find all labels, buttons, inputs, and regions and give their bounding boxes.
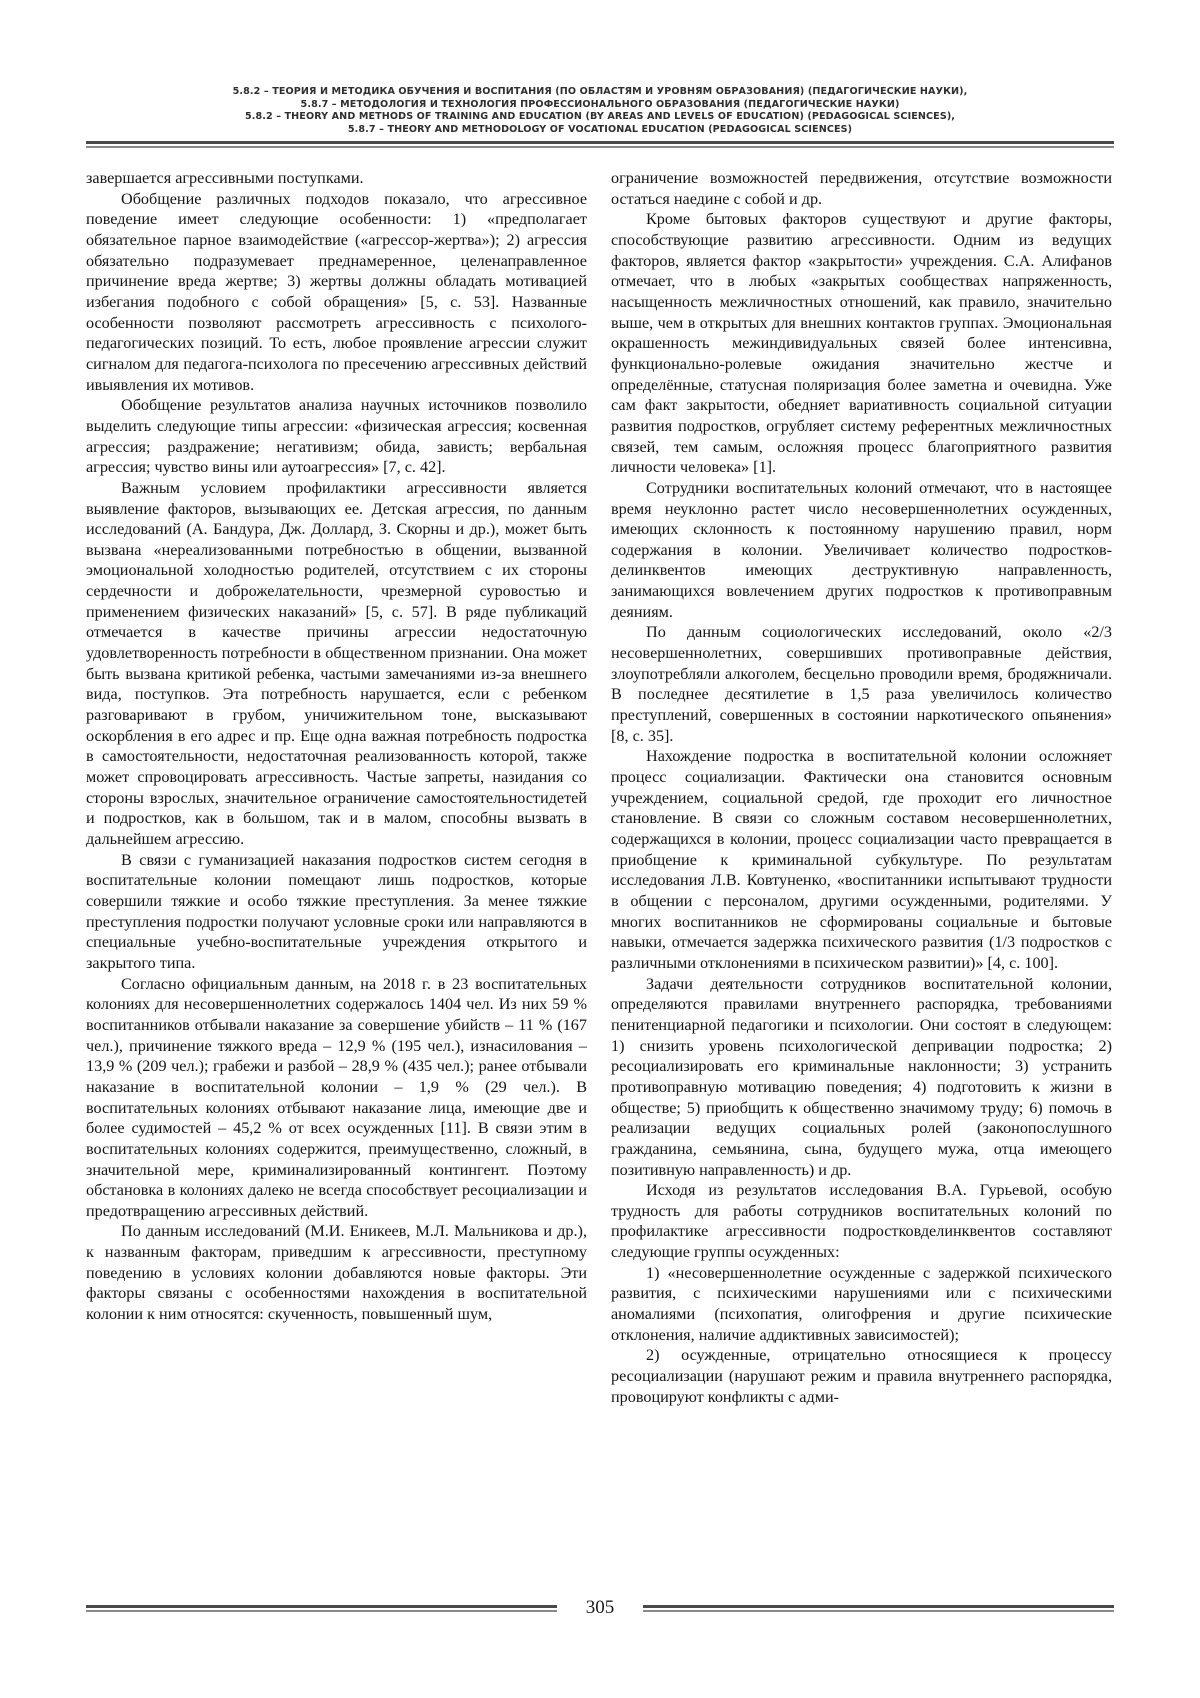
- paragraph: По данным исследований (М.И. Еникеев, М.Л. Мальникова и др.), к названным факторам, приведшим к агрессивности, преступному поведению в условиях колонии добавляются новые факторы. Эти факторы связаны с особенностями нахождения в воспитательной колонии к ним относятся: скученность, повышенный шум,: [86, 1222, 587, 1324]
- paragraph: Кроме бытовых факторов существуют и другие факторы, способствующие развитию агрессивности. Одним из ведущих факторов, является фактор «закрытости» учреждения. С.А. Алифанов отмечает, что в любых «закрытых сообществах напряженность, насыщенность межличностных отношений, как правило, значительно выше, чем в открытых для внешних контактов группах. Эмоциональная окрашенность межиндивидуальных связей более интенсивна, функционально-ролевые ожидания значительно жестче и определённые, статусная поляризация более заметна и очевидна. Уже сам факт закрытости, обедняет вариативность социальной ситуации развития подростков, огрубляет систему референтных межличностных связей, тем самым, осложняя процесс благоприятного развития личности человека» [1].: [611, 210, 1112, 477]
- paragraph: Важным условием профилактики агрессивности является выявление факторов, вызывающих ее. Детская агрессия, по данным исследований (А. Бандура, Дж. Доллард, З. Скорны и др.), может быть вызвана «нереализованными потребностью в общении, вызванной эмоциональной холодностью родителей, отсутствием с их стороны сердечности и доброжелательности, чрезмерной суровостью и применением физических наказаний» [5, с. 57]. В ряде публикаций отмечается в качестве причины агрессии недостаточную удовлетворенность потребности в общественном признании. Она может быть вызвана критикой ребенка, частыми замечаниями из-за внешнего вида, поступков. Эта потребность нарушается, если с ребенком разговаривают в грубом, уничижительном тоне, высказывают оскорбления в его адрес и пр. Еще одна важная потребность подростка в самостоятельности, недостаточная реализованность которой, также может спровоцировать агрессивность. Частые запреты, назидания со стороны взрослых, значительное ограничение самостоятельностидетей и подростков, как в большом, так и в малом, способны вызвать в дальнейшем агрессию.: [86, 478, 587, 848]
- left-column: [86, 168, 587, 1325]
- header-line: 5.8.2 – ТЕОРИЯ И МЕТОДИКА ОБУЧЕНИЯ И ВОСПИТАНИЯ (ПО ОБЛАСТЯМ И УРОВНЯМ ОБРАЗОВАНИЯ) (ПЕДАГОГИЧЕСКИЕ НАУКИ),: [232, 86, 968, 97]
- paragraph: 2) осужденные, отрицательно относящиеся к процессу ресоциализации (нарушают режим и правила внутреннего распорядка, провоцируют конфликты с адми-: [611, 1346, 1112, 1406]
- paragraph: Обобщение результатов анализа научных источников позволило выделить следующие типы агрессии: «физическая агрессия; косвенная агрессия; раздражение; негативизм; обида, зависть; вербальная агрессия; чувство вины или аутоагрессия» [7, с. 42].: [86, 396, 587, 477]
- right-column: [611, 168, 1112, 1407]
- paragraph: В связи с гуманизацией наказания подростков систем сегодня в воспитательные колонии помещают лишь подростков, которые совершили тяжкие и особо тяжкие преступления. За менее тяжкие преступления подростки получают условные сроки или направляются в специальные учебно-воспитательные учреждения открытого и закрытого типа.: [86, 850, 587, 972]
- paragraph: Исходя из результатов исследования В.А. Гурьевой, особую трудность для работы сотрудников воспитательных колоний по профилактике агрессивности подростковделинквентов составляют следующие группы осужденных:: [611, 1181, 1112, 1262]
- header-rule: [86, 141, 1114, 151]
- paragraph: ограничение возможностей передвижения, отсутствие возможности остаться наедине с собой и др.: [611, 169, 1112, 208]
- header-line: 5.8.7 – МЕТОДОЛОГИЯ И ТЕХНОЛОГИЯ ПРОФЕССИОНАЛЬНОГО ОБРАЗОВАНИЯ (ПЕДАГОГИЧЕСКИЕ НАУКИ): [300, 98, 900, 110]
- running-header: [86, 86, 1114, 136]
- paragraph: завершается агрессивными поступками.: [86, 169, 364, 187]
- header-line: 5.8.7 – THEORY AND METHODOLOGY OF VOCATIONAL EDUCATION (PEDAGOGICAL SCIENCES): [347, 123, 853, 135]
- paragraph: 1) «несовершеннолетние осужденные с задержкой психического развития, с психическими нарушениями или с психическими аномалиями (психопатия, олигофрения и другие психические отклонения, наличие аддиктивных зависимостей);: [611, 1263, 1112, 1344]
- paragraph: Обобщение различных подходов показало, что агрессивное поведение имеет следующие особенности: 1) «предполагает обязательное парное взаимодействие («агрессор-жертва»); 2) агрессия обязательно подразумевает преднамеренное, целенаправленное причинение вреда жертве; 3) жертвы должны обладать мотивацией избегания подобного с собой обращения» [5, с. 53]. Названные особенности позволяют рассмотреть агрессивность с психолого-педагогических позиций. То есть, любое проявление агрессии служит сигналом для педагога-психолога по пресечению агрессивных действий ивыявления их мотивов.: [86, 189, 587, 394]
- paragraph: Сотрудники воспитательных колоний отмечают, что в настоящее время неуклонно растет число несовершеннолетних осужденных, имеющих склонность к постоянному нарушению правил, норм содержания в колонии. Увеличивает количество подростков-делинквентов имеющих деструктивную направленность, занимающихся вовлечением других подростков к противоправным деяниям.: [611, 478, 1112, 621]
- paragraph: Согласно официальным данным, на 2018 г. в 23 воспитательных колониях для несовершеннолетних содержалось 1404 чел. Из них 59 % воспитанников отбывали наказание за совершение убийств – 11 % (167 чел.), причинение тяжкого вреда – 12,9 % (195 чел.), изнасилования – 13,9 % (209 чел.); грабежи и разбой – 28,9 % (435 чел.); ранее отбывали наказание в воспитательной колонии – 1,9 % (29 чел.). В воспитательных колониях отбывают наказание лица, имеющие две и более судимостей – 45,2 % от всех осужденных [11]. В связи этим в воспитательных колониях содержится, преимущественно, сложный, в значительной мере, криминализированный контингент. Поэтому обстановка в колониях далеко не всегда способствует ресоциализации и предотвращению агрессивных действий.: [86, 974, 587, 1220]
- paragraph: Нахождение подростка в воспитательной колонии осложняет процесс социализации. Фактически она становится основным учреждением, социальной средой, где проходит его личностное становление. В связи со сложным составом несовершеннолетних, содержащихся в колонии, процесс социализации часто превращается в приобщение к криминальной субкультуре. По результатам исследования Л.В. Ковтуненко, «воспитанники испытывают трудности в общении с персоналом, другими осужденными, родителями. У многих воспитанников не сформированы социальные и бытовые навыки, отмечается задержка психического развития (1/3 подростков с различными отклонениями в психическом развитии)» [4, с. 100].: [611, 747, 1112, 972]
- header-line: 5.8.2 – THEORY AND METHODS OF TRAINING AND EDUCATION (BY AREAS AND LEVELS OF EDUCATION) (PEDAGOGICAL SCIENCES),: [244, 111, 956, 122]
- paragraph: По данным социологических исследований, около «2/3 несовершеннолетних, совершивших противоправные действия, злоупотребляли алкоголем, бесцельно проводили время, бродяжничали. В последнее десятилетие в 1,5 раза увеличилось количество преступлений, совершенных в состоянии наркотического опьянения» [8, с. 35].: [611, 623, 1112, 745]
- page-footer: [86, 1599, 1114, 1623]
- page-number: 305: [585, 1597, 615, 1618]
- paragraph: Задачи деятельности сотрудников воспитательной колонии, определяются правилами внутреннего распорядка, требованиями пенитенциарной педагогики и психологии. Они состоят в следующем: 1) снизить уровень психологической депривации подростка; 2) ресоциализировать его криминальные наклонности; 3) устранить противоправную мотивацию поведения; 4) подготовить к жизни в обществе; 5) приобщить к общественно значимому труду; 6) помочь в реализации ведущих социальных ролей (законопослушного гражданина, семьянина, сына, будущего мужа, отца имеющего позитивную направленность) и др.: [611, 974, 1112, 1179]
- footer-rule-right: [643, 1605, 1114, 1613]
